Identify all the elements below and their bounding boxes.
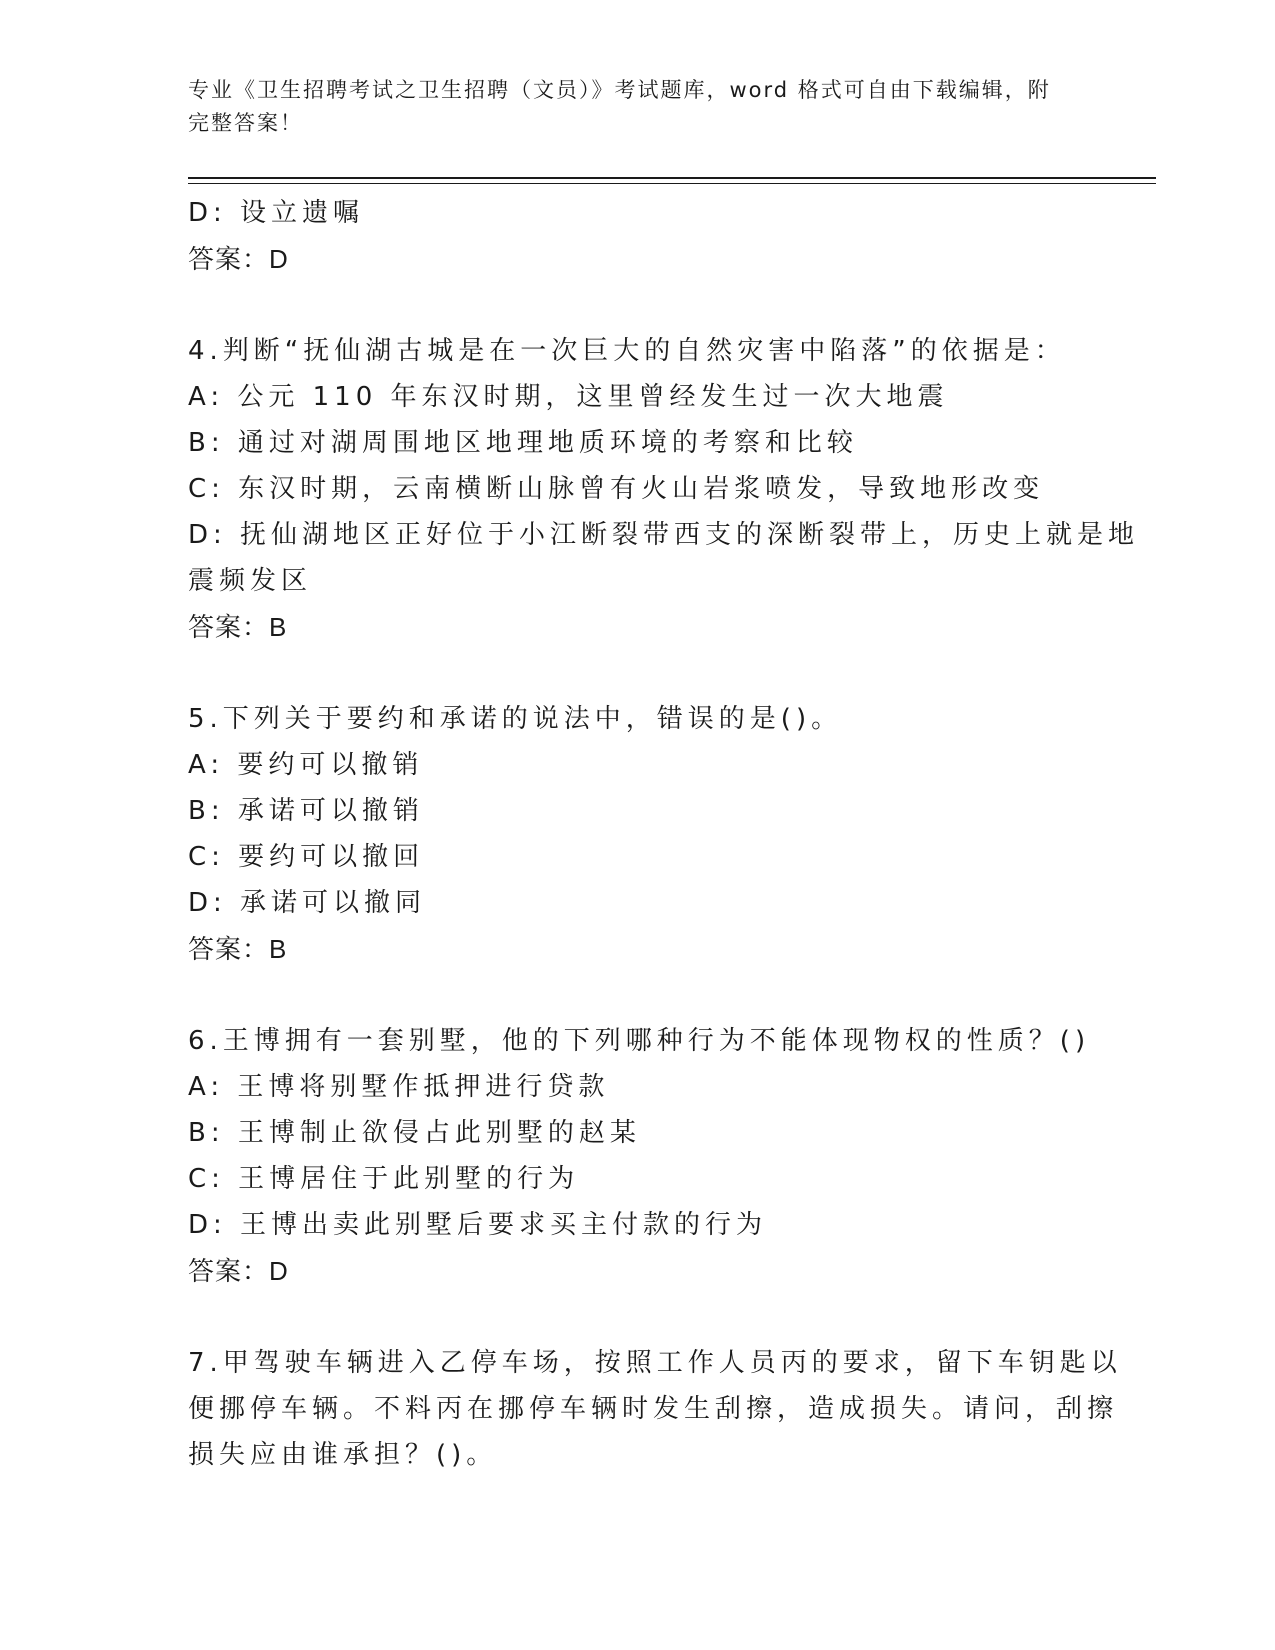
- prev-answer: 答案：D: [188, 244, 289, 274]
- option-a: A: 公元 110 年东汉时期，这里曾经发生过一次大地震: [188, 382, 949, 412]
- question-4: [188, 328, 1140, 650]
- question-6: [188, 1018, 1091, 1294]
- option-b: B: 承诺可以撤销: [188, 796, 424, 826]
- question-5: [188, 696, 1088, 972]
- option-c: C: 要约可以撤回: [188, 842, 425, 872]
- answer: 答案：D: [188, 1256, 289, 1286]
- header-divider-thin: [188, 183, 1156, 184]
- option-d: D: 承诺可以撤同: [188, 888, 427, 918]
- prev-option-d: D: 设立遗嘱: [188, 198, 365, 228]
- spacer: [188, 650, 1088, 696]
- question-stem-line-2: 便挪停车辆。不料丙在挪停车辆时发生刮擦，造成损失。请问，刮擦: [188, 1394, 1119, 1424]
- question-list: [188, 190, 1140, 1478]
- question-stem-line-1: 7.甲驾驶车辆进入乙停车场，按照工作人员丙的要求，留下车钥匙以: [188, 1348, 1122, 1378]
- option-d: D: 王博出卖此别墅后要求买主付款的行为: [188, 1210, 768, 1240]
- answer: 答案：B: [188, 934, 288, 964]
- option-d-continued: 震频发区: [188, 566, 313, 596]
- option-b: B: 王博制止欲侵占此别墅的赵某: [188, 1118, 641, 1148]
- question-stem-line-3: 损失应由谁承担？()。: [188, 1440, 498, 1470]
- question-7: [188, 1340, 1122, 1478]
- spacer: [188, 972, 1088, 1018]
- option-a: A: 王博将别墅作抵押进行贷款: [188, 1072, 610, 1102]
- option-d: D: 抚仙湖地区正好位于小江断裂带西支的深断裂带上，历史上就是地: [188, 520, 1140, 550]
- option-a: A: 要约可以撤销: [188, 750, 424, 780]
- page-header: 专业《卫生招聘考试之卫生招聘（文员）》考试题库，word 格式可自由下载编辑，附完整答案！: [188, 78, 1051, 135]
- header-divider-thick: [188, 177, 1156, 179]
- answer: 答案：B: [188, 612, 288, 642]
- question-stem: 4.判断“抚仙湖古城是在一次巨大的自然灾害中陷落”的依据是：: [188, 336, 1066, 366]
- spacer: [188, 282, 1088, 328]
- question-stem: 6.王博拥有一套别墅，他的下列哪种行为不能体现物权的性质？(): [188, 1026, 1091, 1056]
- option-c: C: 东汉时期，云南横断山脉曾有火山岩浆喷发，导致地形改变: [188, 474, 1045, 504]
- spacer: [188, 1294, 1088, 1340]
- option-c: C: 王博居住于此别墅的行为: [188, 1164, 580, 1194]
- question-stem: 5.下列关于要约和承诺的说法中，错误的是()。: [188, 704, 843, 734]
- option-b: B: 通过对湖周围地区地理地质环境的考察和比较: [188, 428, 858, 458]
